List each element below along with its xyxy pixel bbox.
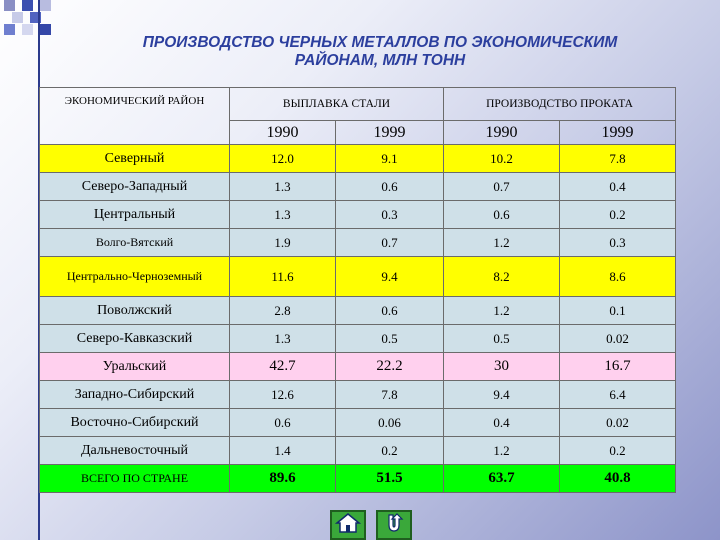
value-cell: 0.7 xyxy=(336,229,444,257)
value-cell: 30 xyxy=(444,353,560,381)
value-cell: 10.2 xyxy=(444,145,560,173)
value-cell: 6.4 xyxy=(560,381,676,409)
value-cell: 1.2 xyxy=(444,297,560,325)
value-cell: 8.6 xyxy=(560,257,676,297)
header-row-1 xyxy=(40,88,676,121)
value-cell: 0.6 xyxy=(444,201,560,229)
value-cell: 0.6 xyxy=(336,297,444,325)
value-cell: 11.6 xyxy=(230,257,336,297)
table-row xyxy=(40,229,676,257)
value-cell: 0.6 xyxy=(230,409,336,437)
table-row xyxy=(40,201,676,229)
value-cell: 9.4 xyxy=(336,257,444,297)
region-name: Центральный xyxy=(40,201,230,229)
value-cell: 0.6 xyxy=(336,173,444,201)
table-row xyxy=(40,173,676,201)
value-cell: 1.3 xyxy=(230,325,336,353)
header-steel: ВЫПЛАВКА СТАЛИ xyxy=(230,88,444,121)
region-name: Волго-Вятский xyxy=(40,229,230,257)
production-table xyxy=(39,87,676,493)
table-row xyxy=(40,381,676,409)
region-name: Северный xyxy=(40,145,230,173)
region-name: Уральский xyxy=(40,353,230,381)
value-cell: 1.2 xyxy=(444,229,560,257)
value-cell: 0.7 xyxy=(444,173,560,201)
region-name: Северо-Западный xyxy=(40,173,230,201)
page-title xyxy=(40,34,720,70)
value-cell: 2.8 xyxy=(230,297,336,325)
table-row xyxy=(40,297,676,325)
region-name: Западно-Сибирский xyxy=(40,381,230,409)
value-cell: 16.7 xyxy=(560,353,676,381)
value-cell: 51.5 xyxy=(336,465,444,493)
value-cell: 7.8 xyxy=(336,381,444,409)
header-year: 1999 xyxy=(336,121,444,145)
value-cell: 0.06 xyxy=(336,409,444,437)
header-year: 1990 xyxy=(444,121,560,145)
value-cell: 0.3 xyxy=(560,229,676,257)
table-row xyxy=(40,437,676,465)
value-cell: 12.6 xyxy=(230,381,336,409)
value-cell: 9.4 xyxy=(444,381,560,409)
title-line-1: ПРОИЗВОДСТВО ЧЕРНЫХ МЕТАЛЛОВ ПО ЭКОНОМИЧЕСКИМ xyxy=(142,34,618,51)
value-cell: 1.4 xyxy=(230,437,336,465)
value-cell: 0.1 xyxy=(560,297,676,325)
value-cell: 0.5 xyxy=(444,325,560,353)
region-name: Поволжский xyxy=(40,297,230,325)
value-cell: 1.3 xyxy=(230,173,336,201)
region-name: Восточно-Сибирский xyxy=(40,409,230,437)
table-row xyxy=(40,409,676,437)
table-row xyxy=(40,465,676,493)
region-name: ВСЕГО ПО СТРАНЕ xyxy=(40,465,230,493)
value-cell: 42.7 xyxy=(230,353,336,381)
home-icon xyxy=(335,512,361,539)
return-arrow-icon xyxy=(382,511,406,540)
value-cell: 12.0 xyxy=(230,145,336,173)
value-cell: 0.4 xyxy=(444,409,560,437)
header-region: ЭКОНОМИЧЕСКИЙ РАЙОН xyxy=(40,88,230,145)
value-cell: 0.02 xyxy=(560,325,676,353)
value-cell: 1.2 xyxy=(444,437,560,465)
header-rolled: ПРОИЗВОДСТВО ПРОКАТА xyxy=(444,88,676,121)
table-row xyxy=(40,145,676,173)
value-cell: 0.2 xyxy=(336,437,444,465)
value-cell: 1.9 xyxy=(230,229,336,257)
value-cell: 63.7 xyxy=(444,465,560,493)
value-cell: 9.1 xyxy=(336,145,444,173)
table-row xyxy=(40,257,676,297)
value-cell: 0.2 xyxy=(560,437,676,465)
value-cell: 7.8 xyxy=(560,145,676,173)
value-cell: 0.4 xyxy=(560,173,676,201)
region-name: Дальневосточный xyxy=(40,437,230,465)
value-cell: 40.8 xyxy=(560,465,676,493)
value-cell: 22.2 xyxy=(336,353,444,381)
table-row xyxy=(40,325,676,353)
value-cell: 0.2 xyxy=(560,201,676,229)
home-button[interactable] xyxy=(330,510,366,540)
value-cell: 1.3 xyxy=(230,201,336,229)
value-cell: 0.5 xyxy=(336,325,444,353)
value-cell: 8.2 xyxy=(444,257,560,297)
table-row xyxy=(40,353,676,381)
value-cell: 0.02 xyxy=(560,409,676,437)
value-cell: 0.3 xyxy=(336,201,444,229)
return-button[interactable] xyxy=(376,510,412,540)
header-year: 1990 xyxy=(230,121,336,145)
region-name: Центрально-Черноземный xyxy=(40,257,230,297)
value-cell: 89.6 xyxy=(230,465,336,493)
header-year: 1999 xyxy=(560,121,676,145)
title-line-2: РАЙОНАМ, МЛН ТОНН xyxy=(294,52,466,69)
region-name: Северо-Кавказский xyxy=(40,325,230,353)
